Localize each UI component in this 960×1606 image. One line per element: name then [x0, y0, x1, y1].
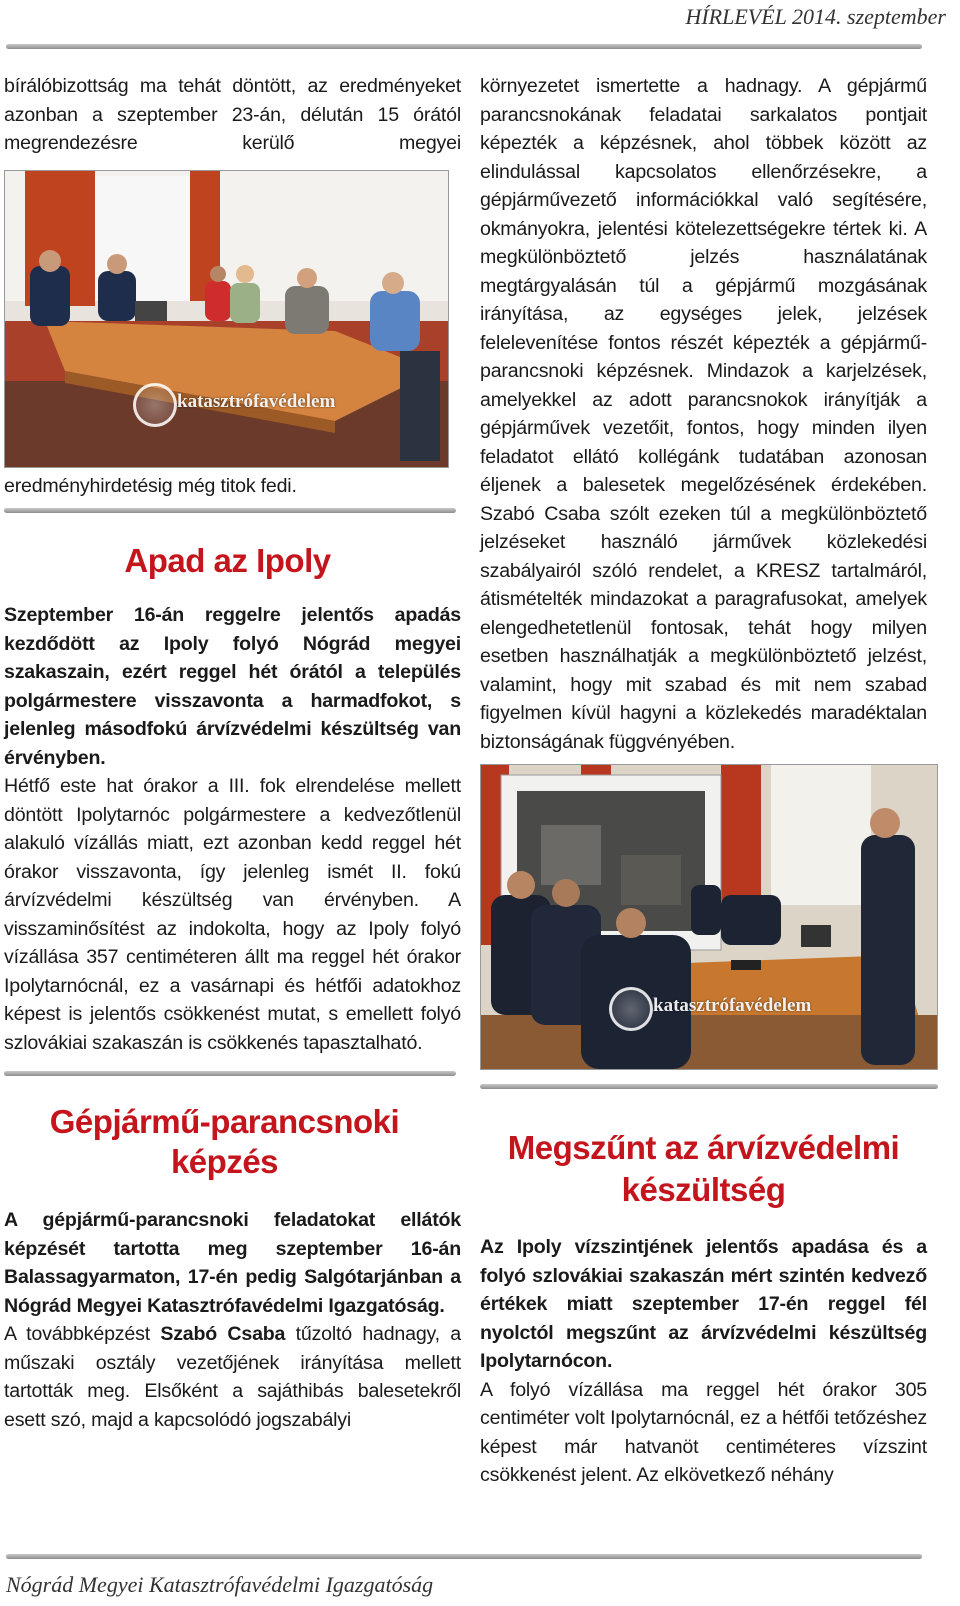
intro-paragraph: bírálóbizottság ma tehát döntött, az eredményeket azonban a szeptember 23-án, délután 15 órától megrendezésre kerülő megyei — [4, 75, 461, 154]
training-photo — [480, 764, 938, 1070]
header-rule — [6, 44, 922, 49]
gepjarmu-body — [4, 1320, 461, 1434]
right-column — [480, 72, 927, 1490]
megszunt-body: A folyó vízállása ma reggel hét órakor 305 centiméter volt Ipolytarnócnál, ez a hétfői tetőzéshez képest már hatvanöt centiméteres vízszint csökkenést jelent. Az elkövetkező néhány — [480, 1378, 927, 1486]
section-rule — [4, 1071, 456, 1076]
photo-watermark: katasztrófavédelem — [177, 390, 336, 412]
section-rule — [480, 1084, 938, 1089]
footer-organization: Nógrád Megyei Katasztrófavédelmi Igazgatóság — [6, 1572, 434, 1597]
section-title-line1: Megszűnt az árvízvédelmi — [507, 1129, 900, 1166]
gepjarmu-lead: A gépjármű-parancsnoki feladatokat ellátók képzését tartotta meg szeptember 16-án Balassagyarmaton, 17-én pedig Salgótarjánban a Nógrád Megyei Katasztrófavédelmi Igazgatóság. — [4, 1209, 461, 1317]
section-title-megszunt — [480, 1127, 927, 1211]
newsletter-title: HÍRLEVÉL 2014. szeptember — [685, 4, 946, 29]
photo-watermark: katasztrófavédelem — [653, 995, 812, 1016]
footer-rule — [6, 1554, 922, 1559]
left-column — [4, 72, 461, 1434]
apad-body: Hétfő este hat órakor a III. fok elrendelése mellett döntött Ipolytarnóc polgármestere a kedvezőtlenül alakuló vízállás miatt, ezt azonban kedd reggel hét órakor visszavonta, így jelenleg ismét II. fokú árvízvédelmi készültség van érvényben. A visszaminősítést az indokolta, hogy az Ipoly folyó vízállása 357 centiméteren állt ma reggel hét órakor Ipolytarnócnál, ez a vasárnapi és hétfői adatokhoz képest is jelentős csökkenést mutat, s emellett folyó szlovákiai szakaszán is csökkenés tapasztalható. — [4, 775, 461, 1054]
section-title-apad: Apad az Ipoly — [124, 542, 331, 579]
section-title-gepjarmu: Gépjármű-parancsnoki képzés — [49, 1103, 400, 1180]
apad-lead: Szeptember 16-án reggelre jelentős apadás kezdődött az Ipoly folyó Nógrád megyei szakaszain, ezért reggel hét órától a település polgármestere visszavonta a harmadfokot, s jelenleg másodfokú árvízvédelmi készültség van érvényben. — [4, 604, 461, 769]
section-rule — [4, 508, 456, 513]
watermark-seal-icon — [133, 383, 177, 427]
instructor-name: Szabó Csaba — [160, 1323, 286, 1345]
gepjarmu-body-post: tűzoltó hadnagy, a műszaki osztály vezetőjének irányítása mellett tartották meg. Elsőként a sajáthibás balesetekről esett szó, majd a kapcsolódó jogszabályi — [4, 1323, 461, 1431]
training-body: környezetet ismertette a hadnagy. A gépjármű parancsnokának feladatai sarkalatos pontjait képezték a képzésnek, ahol többek között az elindulással kapcsolatos ellenőrzésekre, a gépjárművezető információkkal való segítésére, okmányokra, jelentési kötelezettségekre tértek ki. A megkülönböztető jelzés használatának megtárgyalásán túl a gépjármű mozgásának irányítása, az egységes jelek, jelzések felelevenítése fontos részét képezték a gépjármű-parancsnoki képzésnek. Mindazok a karjelzések, amelyekkel az adott parancsnokok irányítják a gépjárművek vezetőit, fontos, hogy minden ilyen feladatot ellátó kollégánk tudatában azonosan éljenek a balesetek megelőzésének érdekében. Szabó Csaba szólt ezeken túl a megkülönböztető jelzéseket használó járművek közlekedési szabályairól szóló rendelet, a KRESZ tartalmáról, átismételték mindazokat a paragrafusokat, amelyek elengedhetetlenül fontosak, tehát hogy milyen esetben használhatják a megkülönböztető jelzést, valamint, hogy mit szabad és mit nem szabad figyelmen kívül hagyni a közlekedés maradéktalan biztonságának függvényében. — [480, 75, 927, 753]
training-photo-drawing — [481, 765, 937, 1069]
section-title-line2: készültség — [621, 1171, 786, 1208]
megszunt-lead: Az Ipoly vízszintjének jelentős apadása és a folyó szlovákiai szakaszán mért szintén kedvező értékek miatt szeptember 17-én reggel fél nyolctól megszűnt az árvízvédelmi készültség Ipolytarnócon. — [480, 1236, 927, 1372]
meeting-photo-drawing — [5, 171, 448, 467]
watermark-seal-icon — [609, 987, 653, 1031]
intro-paragraph-end: eredményhirdetésig még titok fedi. — [4, 474, 297, 497]
gepjarmu-body-pre: A továbbképzést — [4, 1323, 161, 1345]
meeting-photo — [4, 170, 449, 468]
